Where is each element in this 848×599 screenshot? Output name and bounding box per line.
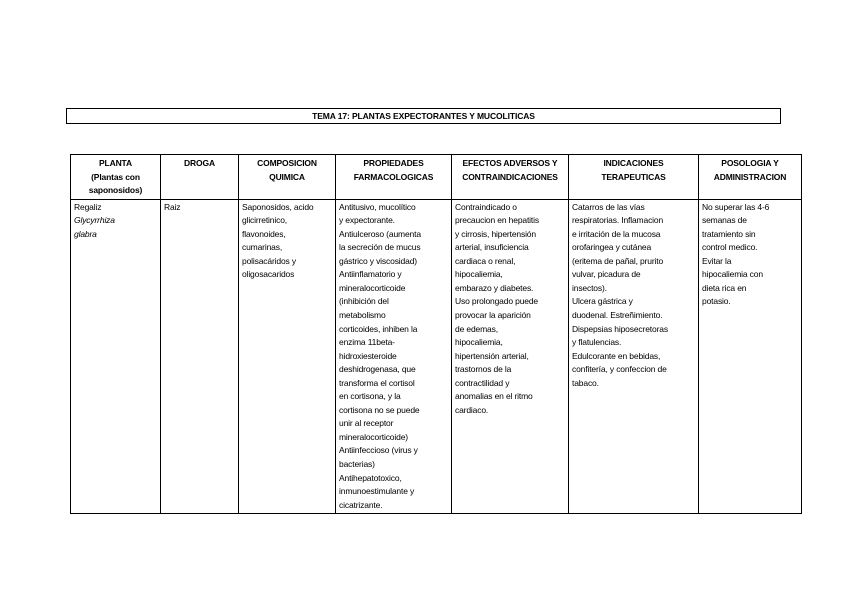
text-line: Antiinfeccioso (virus y <box>339 445 418 456</box>
page-title: TEMA 17: PLANTAS EXPECTORANTES Y MUCOLITICAS <box>66 108 781 124</box>
text-line: dieta rica en <box>702 282 747 293</box>
table-header-row <box>71 155 802 200</box>
cell-propiedades <box>336 199 452 514</box>
cell-composicion <box>239 199 336 514</box>
text-line: corticoides, inhiben la <box>339 323 418 334</box>
text-line: inmunoestimulante y <box>339 486 415 497</box>
text-line: oligosacaridos <box>242 269 295 280</box>
text-line: (Plantas con <box>91 171 140 182</box>
text-line: arterial, insuficiencia <box>455 242 529 253</box>
text-line: provocar la aparición <box>455 310 531 321</box>
text-line: cardiaco. <box>455 404 489 415</box>
text-line: FARMACOLOGICAS <box>353 171 434 182</box>
text-line: PLANTA <box>99 158 132 168</box>
text-line: cortisona no se puede <box>339 404 420 415</box>
plant-table <box>70 154 802 514</box>
text-line: cicatrizante. <box>339 499 383 510</box>
text-line: anomalias en el ritmo <box>455 391 533 402</box>
text-line: y cirrosis, hipertensión <box>455 228 536 239</box>
text-line: orofaringea y cutánea <box>572 242 652 253</box>
header-indicaciones <box>569 155 699 200</box>
text-line: Saponosidos, acido <box>242 201 314 212</box>
text-line: cumarinas, <box>242 242 283 253</box>
text-line: confitería, y confeccion de <box>572 364 667 375</box>
text-line: tabaco. <box>572 377 599 388</box>
header-efectos <box>452 155 569 200</box>
text-line: respiratorias. Inflamacion <box>572 215 664 226</box>
text-line: bacterias) <box>339 459 375 470</box>
header-composicion <box>239 155 336 200</box>
text-line: precaucion en hepatitis <box>455 215 539 226</box>
text-line: Dispepsias hiposecretoras <box>572 323 668 334</box>
cell-posologia <box>699 199 802 514</box>
text-line: semanas de <box>702 215 747 226</box>
text-line: unir al receptor <box>339 418 394 429</box>
text-line: Evitar la <box>702 255 732 266</box>
text-line: hidroxiesteroide <box>339 350 397 361</box>
text-line: insectos). <box>572 282 607 293</box>
text-line: duodenal. Estreñimiento. <box>572 310 663 321</box>
header-posologia <box>699 155 802 200</box>
text-line: ADMINISTRACION <box>713 171 787 182</box>
plant-name: Regaliz <box>74 201 102 212</box>
plant-scientific-name-2: glabra <box>74 228 97 239</box>
text-line: (inhibición del <box>339 296 389 307</box>
text-line: Edulcorante en bebidas, <box>572 350 661 361</box>
text-line: Antiinflamatorio y <box>339 269 402 280</box>
text-line: EFECTOS ADVERSOS Y <box>462 158 558 168</box>
text-line: gástrico y viscosidad) <box>339 255 417 266</box>
text-line: flavonoides, <box>242 228 286 239</box>
header-propiedades <box>336 155 452 200</box>
text-line: Antitusivo, mucolítico <box>339 201 416 212</box>
text-line: CONTRAINDICACIONES <box>462 171 558 182</box>
text-line: Contraindicado o <box>455 201 517 212</box>
text-line: potasio. <box>702 296 731 307</box>
text-line: de edemas, <box>455 323 498 334</box>
text-line: POSOLOGIA Y <box>721 158 779 168</box>
text-line: tratamiento sin <box>702 228 756 239</box>
text-line: PROPIEDADES <box>363 158 424 168</box>
text-line: No superar las 4-6 <box>702 201 770 212</box>
text-line: polisacáridos y <box>242 255 296 266</box>
cell-planta <box>71 199 161 514</box>
text-line: QUIMICA <box>269 171 305 182</box>
text-line: deshidrogenasa, que <box>339 364 416 375</box>
text-line: enzima 11beta- <box>339 337 395 348</box>
text-line: trastornos de la <box>455 364 512 375</box>
text-line: hipocaliemia con <box>702 269 763 280</box>
text-line: embarazo y diabetes. <box>455 282 534 293</box>
text-line: y expectorante. <box>339 215 395 226</box>
text-line: en cortisona, y la <box>339 391 401 402</box>
text-line: Antiulceroso (aumenta <box>339 228 421 239</box>
text-line: hipertensión arterial, <box>455 350 529 361</box>
text-line: e irritación de la mucosa <box>572 228 661 239</box>
text-line: COMPOSICION <box>257 158 317 168</box>
text-line: DROGA <box>184 158 215 168</box>
text-line: mineralocorticoide) <box>339 431 408 442</box>
cell-efectos <box>452 199 569 514</box>
text-line: metabolismo <box>339 310 386 321</box>
text-line: TERAPEUTICAS <box>601 171 666 182</box>
header-planta <box>71 155 161 200</box>
text-line: transforma el cortisol <box>339 377 415 388</box>
text-line: Uso prolongado puede <box>455 296 539 307</box>
cell-droga: Raiz <box>161 199 239 514</box>
text-line: Antihepatotoxico, <box>339 472 402 483</box>
text-line: cardiaca o renal, <box>455 255 516 266</box>
text-line: INDICACIONES <box>603 158 664 168</box>
text-line: contractilidad y <box>455 377 510 388</box>
cell-indicaciones <box>569 199 699 514</box>
text-line: control medico. <box>702 242 758 253</box>
text-line: hipocaliemia, <box>455 337 503 348</box>
text-line: mineralocorticoide <box>339 282 406 293</box>
text-line: saponosidos) <box>88 185 143 196</box>
text-line: Catarros de las vías <box>572 201 645 212</box>
text-line: glicirretinico, <box>242 215 287 226</box>
header-droga <box>161 155 239 200</box>
text-line: hipocaliemia, <box>455 269 503 280</box>
plant-scientific-name-1: Glycyrrhiza <box>74 215 115 226</box>
text-line: la secreción de mucus <box>339 242 421 253</box>
text-line: Ulcera gástrica y <box>572 296 633 307</box>
table-row <box>71 199 802 514</box>
text-line: vulvar, picadura de <box>572 269 641 280</box>
text-line: y flatulencias. <box>572 337 622 348</box>
text-line: (eritema de pañal, prurito <box>572 255 664 266</box>
